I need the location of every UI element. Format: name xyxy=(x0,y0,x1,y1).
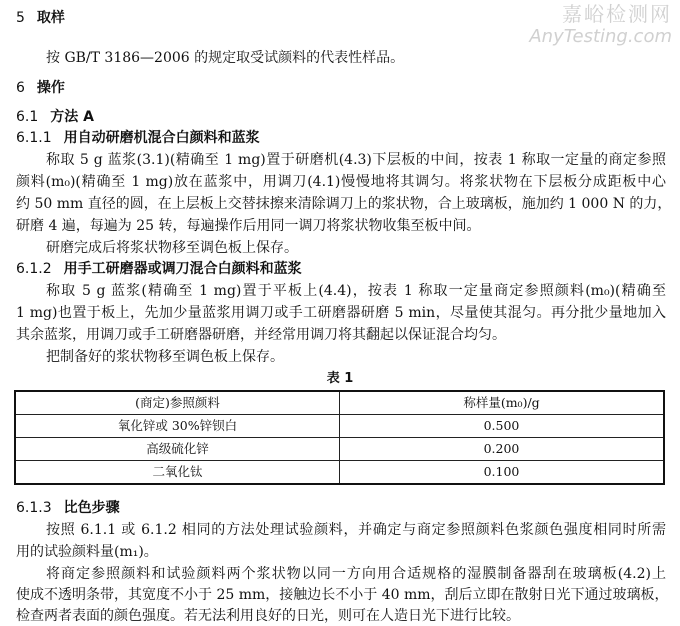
section-number: 6 xyxy=(16,80,25,96)
section-title: 操作 xyxy=(36,80,65,96)
text-line: 研磨 4 遍，每遍为 25 转，每遍操作后用同一调刀将浆状物收集至板中间。 xyxy=(16,218,481,234)
heading-6-1-1 xyxy=(16,128,666,148)
section-title: 比色步骤 xyxy=(63,500,120,516)
text-line: 研磨完成后将浆状物移至调色板上保存。 xyxy=(46,240,298,256)
column-header: 称样量(m₀)/g xyxy=(340,391,665,415)
section-number: 6.1.2 xyxy=(16,261,52,277)
text-line: 约 50 mm 直径的圆，在上层板上交替抹擦来清除调刀上的浆状物，合上玻璃板，施加约 1 000 N 的力， xyxy=(16,196,672,212)
pigment-cell: 二氧化钛 xyxy=(15,461,340,485)
table-row xyxy=(15,415,664,438)
section-title: 用手工研磨器或调刀混合白颜料和蓝浆 xyxy=(63,261,302,277)
mass-cell: 0.500 xyxy=(340,415,665,438)
pigment-cell: 氧化锌或 30%锌钡白 xyxy=(15,415,340,438)
text-line: 将商定参照颜料和试验颜料两个浆状物以同一方向用合适规格的湿膜制备器刮在玻璃板(4.2)上 xyxy=(46,566,666,582)
text-line: 检查两者表面的颜色强度。若无法利用良好的日光，则可在人造日光下进行比较。 xyxy=(16,608,520,624)
section-number: 5 xyxy=(16,10,25,26)
mass-cell: 0.100 xyxy=(340,461,665,485)
text-line: 按照 6.1.1 或 6.1.2 相同的方法处理试验颜料，并确定与商定参照颜料色浆颜色强度相同时所需 xyxy=(46,522,666,538)
text-line: 把制备好的浆状物移至调色板上保存。 xyxy=(46,349,284,365)
table-header-row xyxy=(15,391,664,415)
section-title: 取样 xyxy=(36,10,65,26)
section-title: 方法 A xyxy=(50,109,94,125)
section-title: 用自动研磨机混合白颜料和蓝浆 xyxy=(63,130,260,146)
text-line: 其余蓝浆，用调刀或手工研磨器研磨，并经常用调刀将其翻起以保证混合均匀。 xyxy=(16,327,506,343)
table-caption: 表 1 xyxy=(326,371,354,386)
text-line: 颜料(m₀)(精确至 1 mg)放在蓝浆中，用调刀(4.1)慢慢地将其调匀。将浆状物在下层板分成距板中心 xyxy=(16,174,666,190)
column-header: (商定)参照颜料 xyxy=(15,391,340,415)
section-number: 6.1 xyxy=(16,109,39,125)
heading-6 xyxy=(16,78,666,98)
section-number: 6.1.3 xyxy=(16,500,52,516)
paragraph: 按 GB/T 3186—2006 的规定取受试颜料的代表性样品。 xyxy=(46,50,405,66)
text-line: 称取 5 g 蓝浆(3.1)(精确至 1 mg)置于研磨机(4.3)下层板的中间，按表 1 称取一定量的商定参照 xyxy=(46,152,666,168)
text-line: 使成不透明条带，其宽度不小于 25 mm，接触边长不小于 40 mm，刮后立即在散射日光下通过玻璃板， xyxy=(16,587,669,603)
text-line: 1 mg)也置于板上，先加少量蓝浆用调刀或手工研磨器研磨 5 min，尽量使其混匀。再分批少量地加入 xyxy=(16,305,666,321)
mass-cell: 0.200 xyxy=(340,438,665,461)
pigment-table xyxy=(14,390,665,485)
section-number: 6.1.1 xyxy=(16,130,52,146)
heading-6-1 xyxy=(16,107,666,127)
heading-6-1-2 xyxy=(16,259,666,279)
text-line: 称取 5 g 蓝浆(精确至 1 mg)置于平板上(4.4)，按表 1 称取一定量商定参照颜料(m₀)(精确至 xyxy=(46,283,666,299)
watermark xyxy=(432,2,672,48)
watermark-en: AnyTesting.com xyxy=(529,26,672,47)
table-row xyxy=(15,438,664,461)
watermark-cn: 嘉峪检测网 xyxy=(562,2,672,26)
heading-6-1-3 xyxy=(16,498,666,518)
heading-5 xyxy=(16,8,420,28)
text-line: 用的试验颜料量(m₁)。 xyxy=(16,544,158,560)
table-row xyxy=(15,461,664,485)
pigment-cell: 高级硫化锌 xyxy=(15,438,340,461)
